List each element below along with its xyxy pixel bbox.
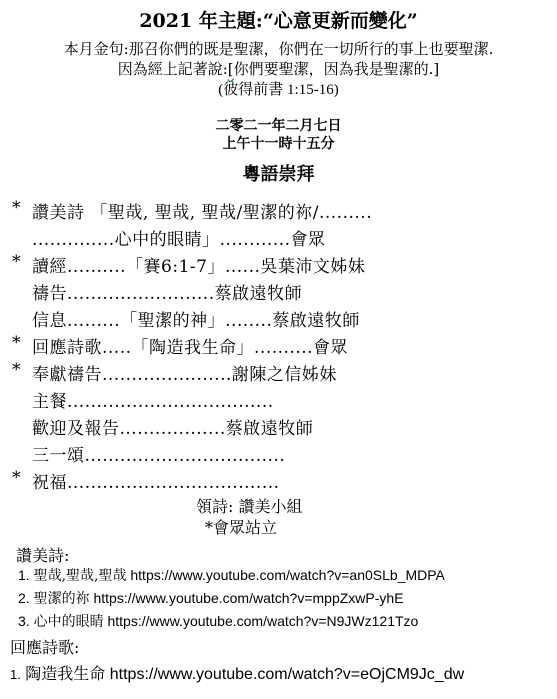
hymn-link-item bbox=[18, 588, 404, 608]
hymn-link-item bbox=[18, 565, 445, 585]
hymn-url[interactable]: https://www.youtube.com/watch?v=N9JWz121Tzo bbox=[107, 613, 419, 629]
standing-marker: * bbox=[12, 198, 21, 218]
order-item-text: 禱告.........................蔡啟遠牧師 bbox=[32, 284, 303, 304]
verse-intro: 因為經上記著說: bbox=[117, 60, 228, 78]
order-item-text: 回應詩歌.....「陶造我生命」..........會眾 bbox=[32, 338, 349, 358]
order-item bbox=[12, 414, 532, 440]
order-item bbox=[12, 441, 532, 467]
item-number: 3. bbox=[18, 613, 30, 629]
memory-verse-line-1: 本月金句:那召你們的既是聖潔，你們在一切所行的事上也要聖潔. bbox=[63, 40, 494, 58]
order-item bbox=[12, 252, 532, 278]
order-item bbox=[12, 387, 532, 413]
order-item-text: 歡迎及報告..................蔡啟遠牧師 bbox=[32, 419, 314, 439]
hymn-title: 聖哉,聖哉,聖哉 bbox=[33, 568, 127, 584]
response-link-item bbox=[10, 661, 464, 684]
memory-verse-line-2 bbox=[0, 58, 557, 79]
order-item-text: 主餐................................... bbox=[32, 392, 274, 412]
hymn-title: 聖潔的祢 bbox=[33, 591, 90, 607]
order-item-text: 祝福.................................... bbox=[32, 473, 280, 493]
order-item-text: 讚美詩 「聖哉, 聖哉, 聖哉/聖潔的祢/......... bbox=[32, 203, 373, 223]
item-number: 2. bbox=[18, 590, 30, 606]
item-number: 1. bbox=[10, 667, 21, 682]
order-item bbox=[12, 279, 532, 305]
standing-marker: * bbox=[12, 252, 21, 272]
worship-leader: 領詩: 讚美小組 bbox=[196, 497, 303, 516]
order-item-text: 讀經..........「賽6:1-7」......吳葉沛文姊妹 bbox=[32, 257, 366, 277]
item-number: 1. bbox=[18, 567, 30, 583]
order-item-text: ..............心中的眼睛」............會眾 bbox=[32, 230, 326, 250]
standing-marker: * bbox=[12, 468, 21, 488]
order-item bbox=[12, 360, 532, 386]
standing-marker: * bbox=[12, 333, 21, 353]
response-heading: 回應詩歌: bbox=[10, 638, 80, 657]
verse-bracket: [ bbox=[227, 60, 234, 78]
order-item-text: 三一頌.................................. bbox=[32, 446, 286, 466]
order-item bbox=[12, 468, 532, 494]
order-item bbox=[12, 333, 532, 359]
service-name: 粵語崇拜 bbox=[242, 164, 315, 185]
response-url[interactable]: https://www.youtube.com/watch?v=eOjCM9Jc_dw bbox=[109, 666, 465, 683]
standing-note: *會眾站立 bbox=[205, 518, 278, 537]
hymn-url[interactable]: https://www.youtube.com/watch?v=an0SLb_MDPA bbox=[130, 567, 445, 583]
order-item-text: 奉獻禱告......................謝陳之信姊妹 bbox=[32, 365, 337, 385]
hymn-url[interactable]: https://www.youtube.com/watch?v=mppZxwP-yhE bbox=[93, 590, 404, 606]
verse-quote: 你們要聖潔，因為我是聖潔的.] bbox=[233, 60, 440, 78]
order-item-text: 信息.........「聖潔的神」........蔡啟遠牧師 bbox=[32, 311, 360, 331]
order-item bbox=[12, 306, 532, 332]
standing-marker: * bbox=[12, 360, 21, 380]
hymns-heading: 讚美詩: bbox=[16, 546, 70, 565]
hymn-link-item bbox=[18, 611, 418, 631]
order-item bbox=[12, 198, 532, 224]
hymn-title: 心中的眼睛 bbox=[33, 614, 104, 630]
page-title: 2021 年主題:“心意更新而變化” bbox=[139, 10, 418, 32]
service-time: 上午十一時十五分 bbox=[222, 136, 335, 152]
order-item bbox=[12, 225, 532, 251]
verse-reference: (彼得前書 1:15-16) bbox=[218, 82, 339, 98]
response-title: 陶造我生命 bbox=[25, 664, 106, 683]
service-date: 二零二一年二月七日 bbox=[215, 118, 342, 134]
